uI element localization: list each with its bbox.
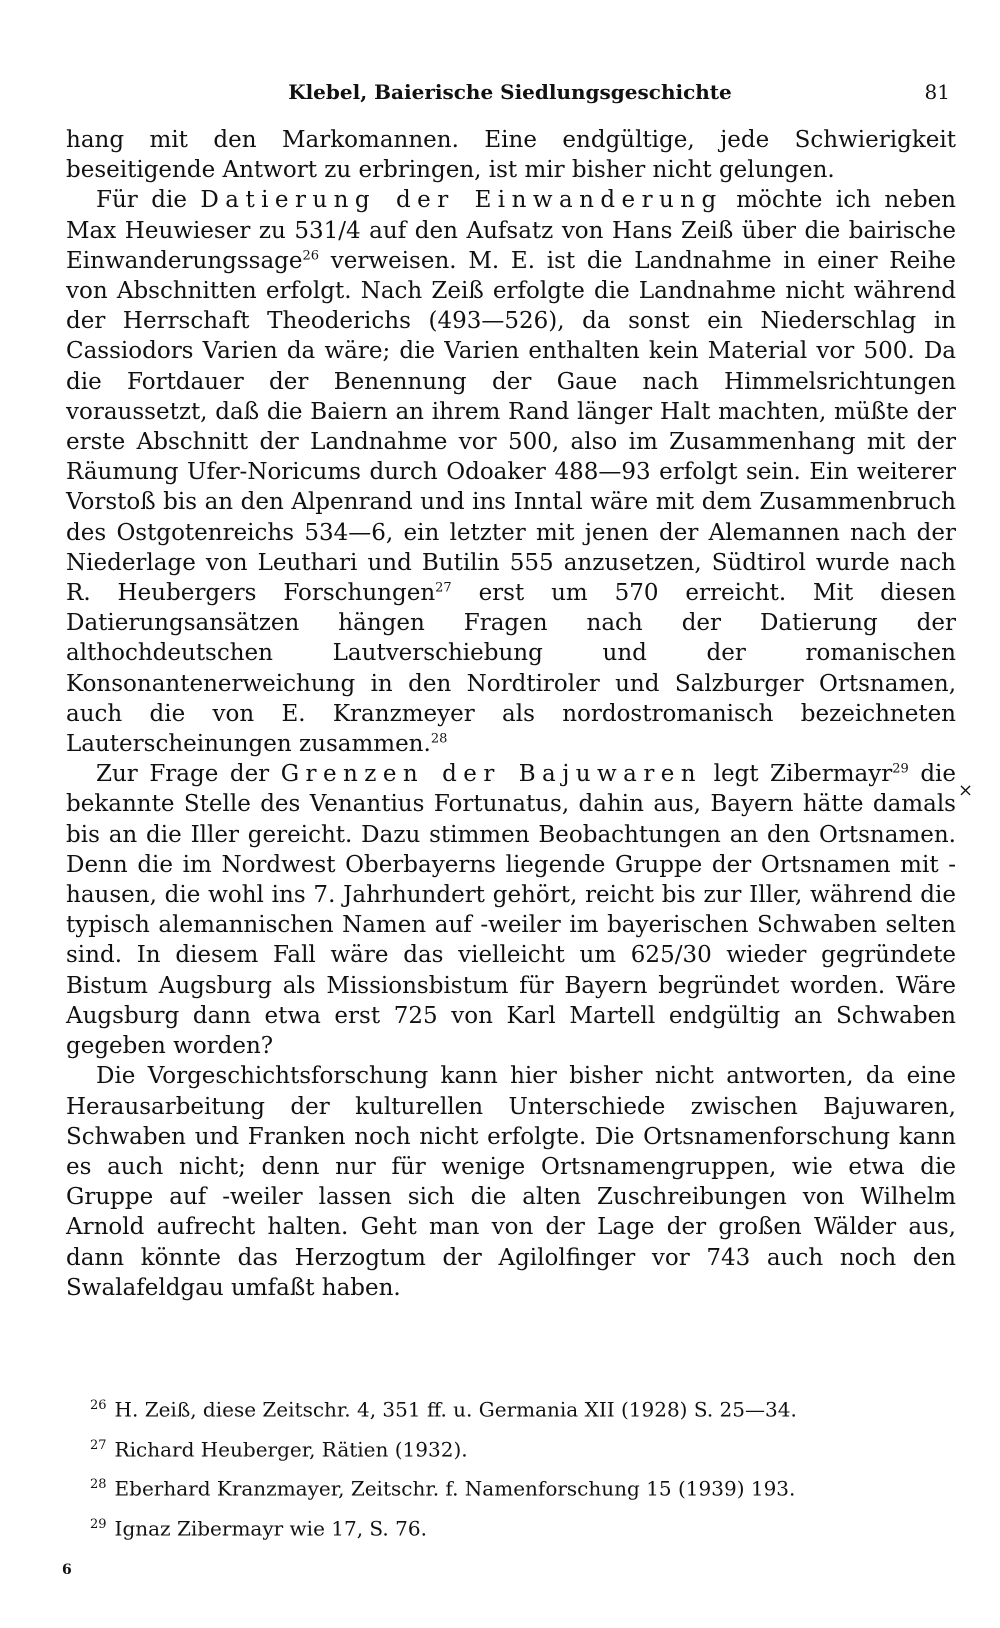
page-header — [60, 74, 960, 114]
footnote-29 — [90, 1507, 950, 1547]
running-title: Klebel, Baierische Siedlungsgeschichte — [288, 80, 732, 104]
paragraph-3-text-b: legt Zibermayr — [713, 761, 893, 788]
paragraph-2-text-d: erst um 570 erreicht. Mit diesen Datierungsansätzen hängen Fragen nach der Datierung der althochdeutschen Lautverschiebung und der romanischen Konsonantenerweichung in den Nordtiroler und Salzburger Ortsnamen, auch die von E. Kranzmeyer als nordostromanisch bezeichneten Lauterscheinungen zusammen. — [66, 580, 956, 758]
paragraph-1: hang mit den Markomannen. Eine endgültige, jede Schwierigkeit beseitigende Antwort zu erbringen, ist mir bisher nicht gelungen. — [66, 127, 956, 184]
sheet-signature: 6 — [62, 1562, 72, 1578]
paragraph-2-text-b: möchte ich neben Max Heuwieser zu 531/4 auf den Aufsatz von Hans Zeiß über die bairische Einwanderungssage — [66, 187, 956, 274]
spaced-term-datierung: Datierung der Einwanderung — [200, 187, 723, 214]
footnotes — [90, 1388, 950, 1547]
paragraph-3 — [66, 759, 956, 1061]
footnote-mark: 29 — [90, 1516, 107, 1532]
footnote-27 — [90, 1428, 950, 1468]
footnote-ref-26[interactable]: 26 — [302, 248, 320, 264]
paragraph-2-text-c: verweisen. M. E. ist die Landnahme in einer Reihe von Abschnitten erfolgt. Nach Zeiß erfolgte die Landnahme nicht während der Herrschaft Theoderichs (493—526), da sonst ein Niederschlag in Cassiodors Varien da wäre; die Varien enthalten kein Material vor 500. Da die Fortdauer der Benennung der Gaue nach Himmelsrichtungen voraussetzt, daß die Baiern an ihrem Rand länger Halt machten, müßte der erste Abschnitt der Landnahme vor 500, also im Zusammenhang mit der Räumung Ufer-Noricums durch Odoaker 488—93 erfolgt sein. Ein weiterer Vorstoß bis an den Alpenrand und ins Inntal wäre mit dem Zusammenbruch des Ostgotenreichs 534—6, ein letzter mit jenen der Alemannen nach der Niederlage von Leuthari und Butilin 555 anzusetzen, Südtirol wurde nach R. Heubergers Forschungen — [66, 247, 956, 607]
paragraph-3-text-c: die bekannte Stelle des Venantius Fortunatus, dahin aus, Bayern hätte damals bis an die Iller gereicht. Dazu stimmen Beobachtungen an den Ortsnamen. Denn die im Nordwest Oberbayerns liegende Gruppe der Ortsnamen mit -hausen, die wohl ins 7. Jahrhundert gehört, reicht bis zur Iller, während die typisch alemannischen Namen auf -weiler im bayerischen Schwaben selten sind. In diesem Fall wäre das vielleicht um 625/30 wieder gegründete Bistum Augsburg als Missionsbistum für Bayern begründet worden. Wäre Augsburg dann etwa erst 725 von Karl Martell endgültig an Schwaben gegeben worden? — [66, 761, 957, 1060]
footnote-ref-29[interactable]: 29 — [892, 761, 909, 777]
footnote-ref-27[interactable]: 27 — [435, 580, 452, 596]
footnote-mark: 27 — [90, 1437, 107, 1453]
paragraph-2-text-a: Für die — [96, 187, 187, 214]
margin-mark: × — [958, 780, 974, 801]
footnote-ref-28[interactable]: 28 — [430, 731, 448, 747]
footnote-28 — [90, 1467, 950, 1507]
paragraph-4: Die Vorgeschichtsforschung kann hier bisher nicht antworten, da eine Herausarbeitung der kulturellen Unterschiede zwischen Bajuwaren, Schwaben und Franken noch nicht erfolgte. Die Ortsnamenforschung kann es auch nicht; denn nur für wenige Ortsnamengruppen, wie etwa die Gruppe auf -weiler lassen sich die alten Zuschreibungen von Wilhelm Arnold aufrecht halten. Geht man von der Lage der großen Wälder aus, dann könnte das Herzogtum der Agilolfinger vor 743 auch noch den Swalafeldgau umfaßt haben. — [66, 1063, 956, 1301]
footnote-mark: 26 — [90, 1398, 107, 1413]
body-text — [66, 125, 956, 1303]
footnote-text: Richard Heuberger, Rätien (1932). — [114, 1437, 468, 1462]
paragraph-2 — [66, 185, 956, 759]
footnote-text: H. Zeiß, diese Zeitschr. 4, 351 ff. u. Germania XII (1928) S. 25—34. — [114, 1397, 797, 1422]
spaced-term-grenzen: Grenzen der Bajuwaren — [280, 761, 703, 788]
footnote-text: Ignaz Zibermayr wie 17, S. 76. — [114, 1516, 427, 1541]
footnote-26 — [90, 1388, 950, 1428]
footnote-mark: 28 — [90, 1477, 107, 1493]
paragraph-3-text-a: Zur Frage der — [96, 761, 270, 788]
page-number: 81 — [924, 80, 950, 104]
footnote-text: Eberhard Kranzmayer, Zeitschr. f. Namenforschung 15 (1939) 193. — [114, 1476, 796, 1501]
